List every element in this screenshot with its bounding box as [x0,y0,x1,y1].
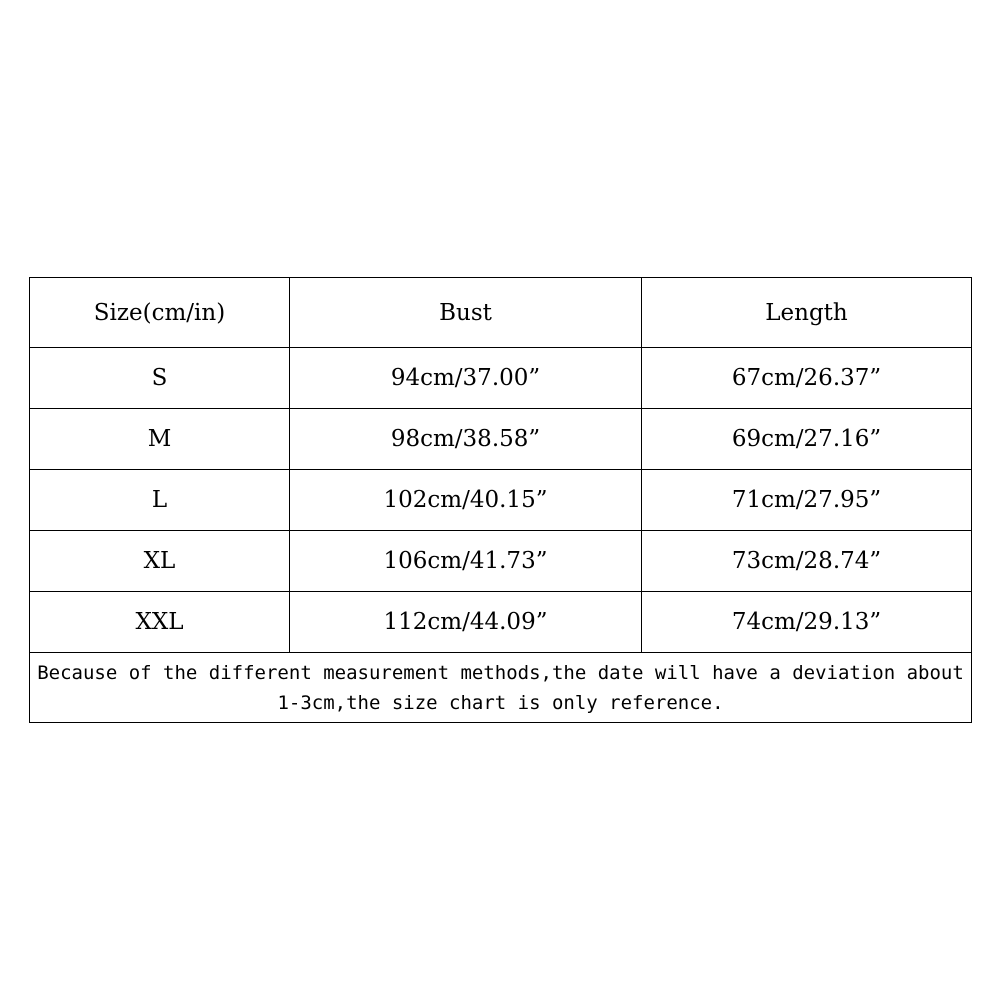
header-size: Size(cm/in) [30,278,290,348]
bust-cell: 98cm/38.58” [290,409,642,470]
table-body [30,348,972,653]
size-cell: M [30,409,290,470]
size-cell: S [30,348,290,409]
table-row [30,531,972,592]
measurement-note [30,653,972,723]
header-length: Length [642,278,972,348]
bust-cell: 112cm/44.09” [290,592,642,653]
note-line-2: 1-3cm,the size chart is only reference. [277,691,724,714]
size-cell: XL [30,531,290,592]
table-row [30,470,972,531]
table-header [30,278,972,348]
length-cell: 73cm/28.74” [642,531,972,592]
header-row [30,278,972,348]
length-cell: 69cm/27.16” [642,409,972,470]
table-row [30,348,972,409]
length-cell: 71cm/27.95” [642,470,972,531]
note-line-1: Because of the different measurement methods,the date will have a deviation about [37,661,964,684]
bust-cell: 106cm/41.73” [290,531,642,592]
header-bust: Bust [290,278,642,348]
bust-cell: 94cm/37.00” [290,348,642,409]
bust-cell: 102cm/40.15” [290,470,642,531]
size-chart-table [29,277,972,723]
table-row [30,592,972,653]
size-cell: L [30,470,290,531]
note-row [30,653,972,723]
table-footer [30,653,972,723]
table-row [30,409,972,470]
length-cell: 67cm/26.37” [642,348,972,409]
length-cell: 74cm/29.13” [642,592,972,653]
size-cell: XXL [30,592,290,653]
